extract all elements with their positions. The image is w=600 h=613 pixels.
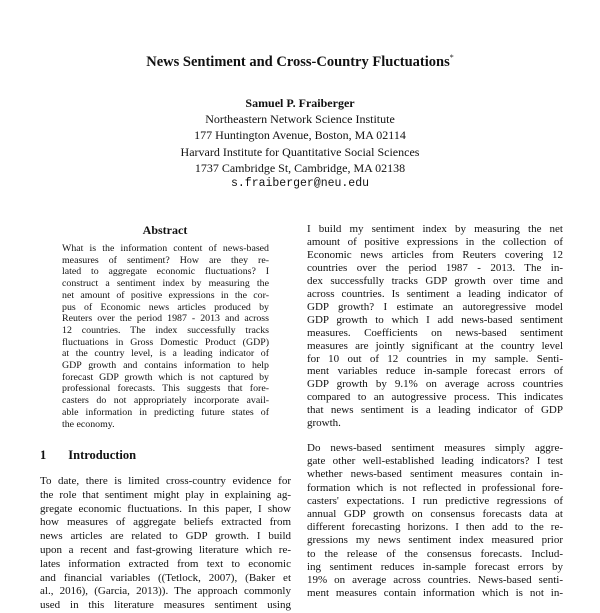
section-title: Introduction [68,448,137,462]
text-line: amount of positive expressions in the collection of [307,235,563,248]
text-line: used in this literature measures sentiment using [40,599,291,612]
author-email: s.fraiberger@neu.edu [230,177,370,191]
affiliation-line: 177 Huntington Avenue, Boston, MA 02114 [194,128,406,143]
text-line: GDP growth? I estimate an autoregressive model [307,300,563,313]
affiliation-line: 1737 Cambridge St, Cambridge, MA 02138 [194,160,406,175]
author-block [0,95,600,192]
text-line: 19% on average across countries. News-based senti- [307,574,563,587]
text-line: whether news-based sentiment measures contain in- [307,468,563,481]
text-line: measures of sentiment? How are they re- [62,254,269,266]
abstract-text [62,243,269,430]
right-column-paragraph-1 [307,223,563,430]
author-name: Samuel P. Fraiberger [245,96,355,110]
text-line: news articles are related to GDP growth. I build [40,530,291,543]
text-line: formation which is not reflected in professional fore- [307,481,563,494]
text-line: GDP growth by 9.1% on average across countries [307,378,563,391]
text-line: fluctuations in Gross Domestic Product (GDP) [62,336,269,348]
text-line: GDP growth and contains information to help [62,360,269,372]
text-line: casters' expectations. I run predictive regressions of [307,494,563,507]
text-line: measures. Coefficients on news-based sentiment [307,326,563,339]
text-line: compared to an autogressive process. This indicates [307,391,563,404]
title-text: News Sentiment and Cross-Country Fluctuations [146,53,450,70]
introduction-text [40,475,291,613]
text-line: ing sentiment reduces in-sample forecast errors by [307,560,563,573]
text-line: able information in predicting future states of [62,406,269,418]
text-line: What is the information content of news-based [62,243,269,254]
abstract-heading: Abstract [142,223,188,237]
text-line: professional forecasts. This suggests that fore- [62,383,269,395]
text-line: measures are jointly significant at the country level [307,339,563,352]
text-line: Reuters over the period 1987 - 2013 and across [62,313,269,325]
text-line: pus of Economic news articles produced by [62,301,269,313]
text-line: for 10 out of 12 countries in my sample. Senti- [307,352,563,365]
text-line: different forecasting horizons. I then add to the re- [307,521,563,534]
text-line: growth. [307,417,341,430]
text-line: upon a recent and fast-growing literature which re- [40,543,291,556]
text-line: the role that sentiment might play in explaining ag- [40,488,291,501]
text-line: countries over the period 1987 - 2013. The in- [307,261,563,274]
text-line: construct a sentiment index by measuring the [62,278,269,290]
right-column-paragraph-2 [307,442,563,600]
text-line: ment measures contain information which is not in- [307,587,563,600]
text-line: dex successfully tracks GDP growth over time and [307,274,563,287]
text-line: across countries. Is sentiment a leading indicator of [307,287,563,300]
text-line: GDP growth to which I add news-based sentiment [307,313,563,326]
section-number: 1 [40,448,47,462]
title-footnote-mark: * [449,53,454,62]
text-line: ment variables reduce in-sample forecast errors of [307,365,563,378]
text-line: gressions my news sentiment index measured prior [307,534,563,547]
text-line: I build my sentiment index by measuring the net [307,223,563,235]
affiliation-line: Harvard Institute for Quantitative Social Sciences [180,144,420,159]
text-line: 12 countries. The index successfully tracks [62,324,269,336]
text-line: casters do not appropriately incorporate avail- [62,395,269,407]
text-line: Economic news articles from Reuters covering 12 [307,248,563,261]
affiliation-line: Northeastern Network Science Institute [205,112,395,127]
text-line: gregate economic fluctuations. In this paper, I show [40,502,291,515]
text-line: annual GDP growth on consensus forecasts data at [307,508,563,521]
paper-title [0,53,600,71]
text-line: and financial variables ((Tetlock, 2007), (Baker et [40,571,291,584]
text-line: at the country level, is a leading indicator of [62,348,269,360]
text-line: net amount of positive expressions in the cor- [62,289,269,301]
text-line: To date, there is limited cross-country evidence for [40,475,291,487]
text-line: Do news-based sentiment measures simply aggre- [307,442,563,454]
text-line: lates information extracted from text to economic [40,557,291,570]
text-line: that news sentiment is a leading indicator of GDP [307,404,563,417]
text-line: al., 2016), (Garcia, 2013)). The approach commonly [40,585,291,598]
text-line: gate other well-established leading indicators? I test [307,455,563,468]
text-line: to the release of the consensus forecasts. Includ- [307,547,563,560]
text-line: the economy. [62,418,115,430]
text-line: forecast GDP growth which is not captured by [62,371,269,383]
section-heading-introduction [40,448,136,463]
text-line: how measures of aggregate beliefs extracted from [40,516,291,529]
text-line: lated to aggregate economic fluctuations? I [62,266,269,278]
